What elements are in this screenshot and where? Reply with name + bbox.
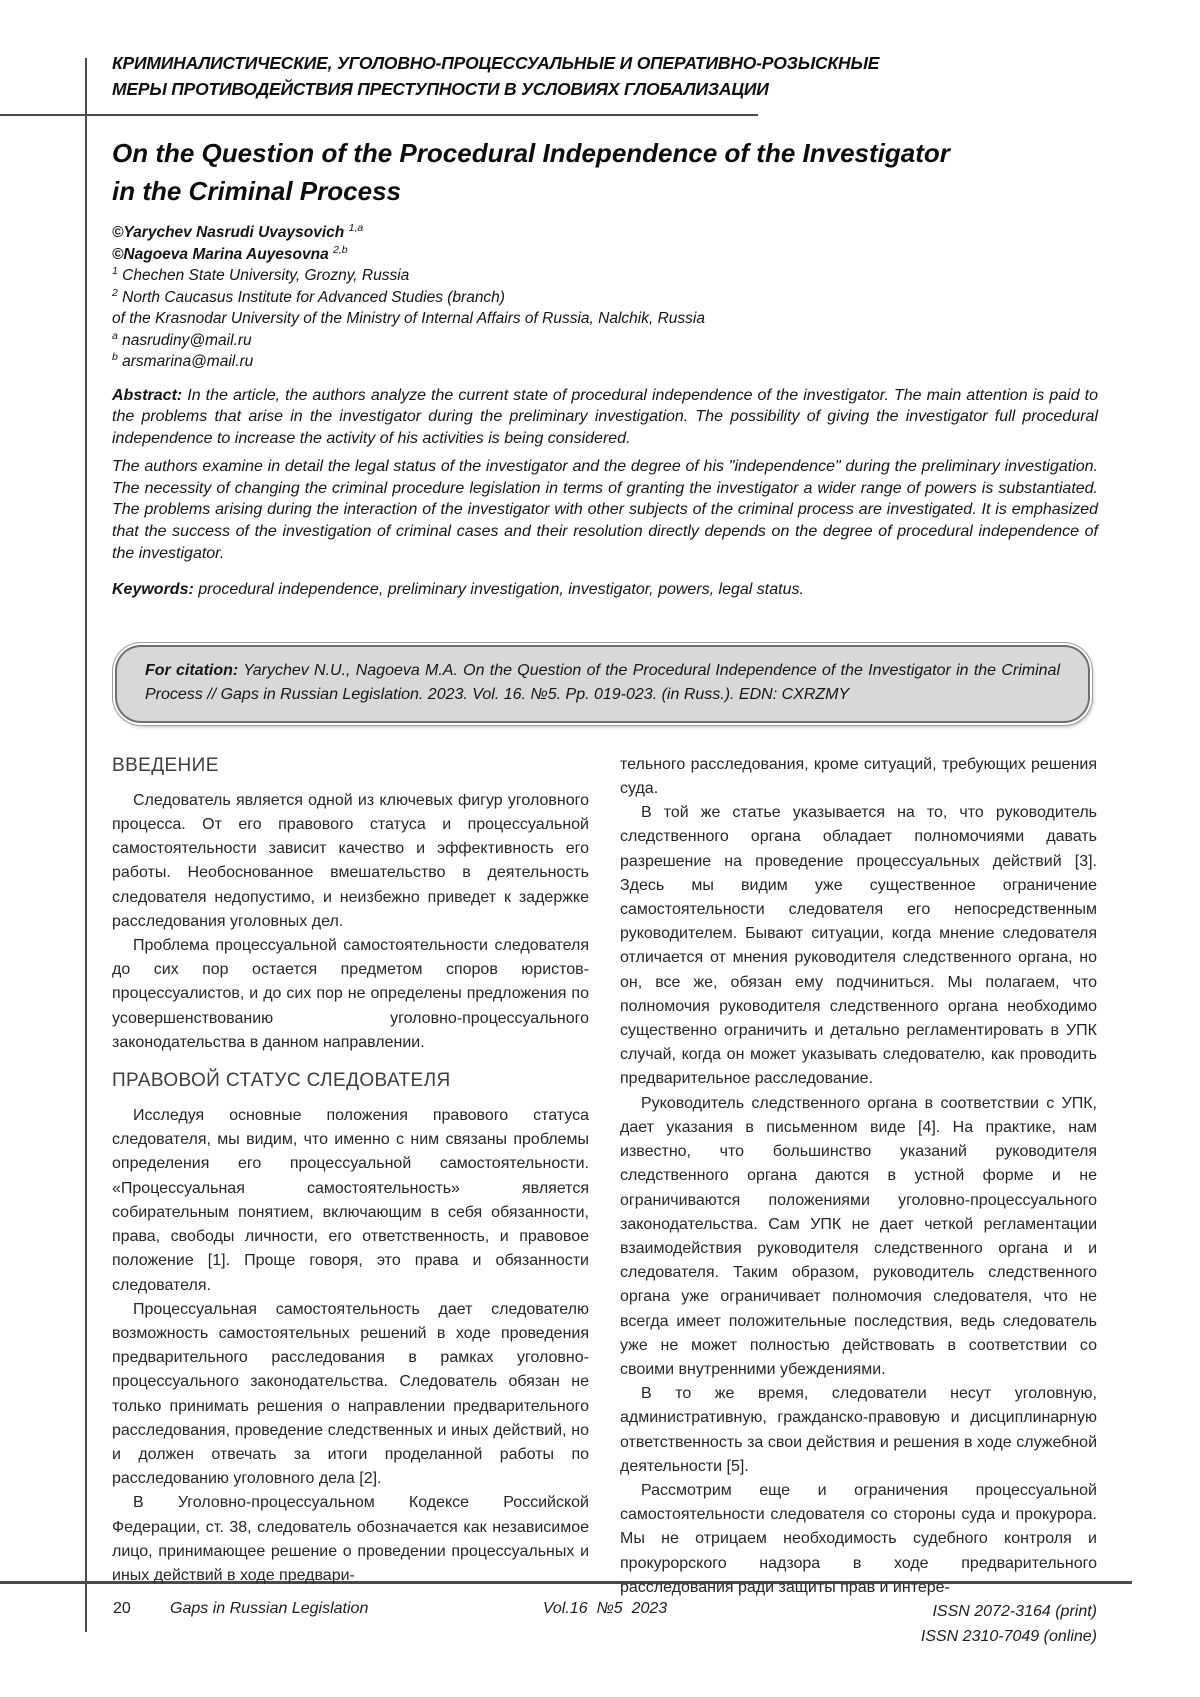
body-paragraph-continuation: тельного расследования, кроме ситуаций, требующих решения суда. xyxy=(620,755,1097,798)
section-heading-legal-status: ПРАВОВОЙ СТАТУС СЛЕДОВАТЕЛЯ xyxy=(112,1070,451,1092)
running-head-line1: КРИМИНАЛИСТИЧЕСКИЕ, УГОЛОВНО-ПРОЦЕССУАЛЬНЫЕ И ОПЕРАТИВНО-РОЗЫСКНЫЕ xyxy=(112,53,880,73)
body-paragraph: В Уголовно-процессуальном Кодексе Российской Федерации, ст. 38, следователь обозначается как независимое лицо, принимающее решение о проведении процессуальных и иных действий в ходе предвари- xyxy=(112,1494,589,1584)
left-margin-rule xyxy=(85,58,87,1632)
section-heading-introduction: ВВЕДЕНИЕ xyxy=(112,754,219,776)
article-title xyxy=(112,134,1098,210)
body-paragraph: Руководитель следственного органа в соответствии с УПК, дает указания в письменном виде [4]. На практике, нам известно, что большинство указаний руководителя следственного органа даются в устной форме и не ограничиваются положениями уголовно-процессуального законодательства. Сам УПК не дает четкой регламентации взаимодействия руководителя следственного органа и и следователя. Таким образом, руководитель следственного органа уже ограничивает полномочия следователя, что не всегда имеет положительные последствия, ведь следователь уже не может полностью действовать в соответствии со своими внутренними убеждениями. xyxy=(620,1094,1097,1378)
email-text: nasrudiny@mail.ru xyxy=(117,331,252,349)
affiliation-line xyxy=(112,265,1098,287)
email-line xyxy=(112,330,1098,352)
left-column xyxy=(112,753,589,1600)
email-text: arsmarina@mail.ru xyxy=(117,353,254,370)
footer-page-number: 20 xyxy=(113,1600,131,1617)
body-paragraph: Процессуальная самостоятельность дает следователю возможность самостоятельных решений в ходе проведения предварительного расследования в рамках уголовно-процессуального законодательства. Следователь обязан не только принимать решения о направлении предварительного расследования, проведение следственных и иных действий, но и должен отвечать за итоги проделанной работы по расследованию уголовного дела [2]. xyxy=(112,1300,589,1488)
abstract-paragraph-1 xyxy=(112,385,1098,450)
body-paragraph: Проблема процессуальной самостоятельности следователя до сих пор остается предметом споров юристов-процессуалистов, и до сих пор не определены предложения по усовершенствованию уголовно-процессуального законодательства в данном направлении. xyxy=(112,937,589,1051)
body-paragraph: Следователь является одной из ключевых фигур уголовного процесса. От его правового статуса и процессуальной самостоятельности зависит качество и эффективность его работы. Необоснованное вмешательство в деятельность следователя недопустимо, и неизбежно приведет к задержке расследования уголовных дел. xyxy=(112,791,589,930)
abstract-label: Abstract: xyxy=(112,386,183,404)
issn-print: ISSN 2072-3164 (print) xyxy=(932,1603,1097,1620)
body-paragraph: Рассмотрим еще и ограничения процессуальной самостоятельности следователя со стороны суда и прокурора. Мы не отрицаем необходимость судебного контроля и прокурорского надзора в ходе предварительного расследования ради защиты прав и интере- xyxy=(620,1481,1097,1596)
keywords-text: procedural independence, preliminary investigation, investigator, powers, legal status. xyxy=(193,581,804,599)
affiliation-text: Chechen State University, Grozny, Russia xyxy=(117,267,410,284)
author-affiliation-marker: 1,a xyxy=(348,221,364,234)
affiliation-marker: 2 xyxy=(112,286,118,299)
article-title-line2: in the Criminal Process xyxy=(112,176,401,206)
running-head xyxy=(112,50,1098,102)
authors-block xyxy=(112,222,1098,373)
author-affiliation-marker: 2,b xyxy=(333,243,348,256)
affiliation-text: North Caucasus Institute for Advanced Studies (branch) xyxy=(117,288,505,306)
body-paragraph: В той же статье указывается на то, что руководитель следственного органа обладает полномочиями давать разрешение на проведение процессуальных действий [3]. Здесь мы видим уже существенное ограничение самостоятельности следователя его непосредственным руководителем. Бывают ситуации, когда мнение следователя отличается от мнения руководителя следственного органа, но он, все же, обязан ему подчиниться. Мы полагаем, что полномочия руководителя следственного органа необходимо существенно ограничить и детально регламентировать в УПК случай, когда он может указывать следователю, как проводить предварительное расследование. xyxy=(620,804,1097,1088)
abstract xyxy=(112,385,1098,565)
footer-journal-title: Gaps in Russian Legislation xyxy=(170,1600,369,1617)
for-citation-box xyxy=(115,645,1090,723)
page-content xyxy=(112,50,1098,1600)
email-marker: a xyxy=(112,329,118,342)
abstract-paragraph-2: The authors examine in detail the legal status of the investigator and the degree of his "independence" during the preliminary investigation. The necessity of changing the criminal procedure legislation in terms of granting the investigator a wider range of powers is substantiated. The problems arising during the interaction of the investigator with other subjects of the criminal process are investigated. It is emphasized that the success of the investigation of criminal cases and their resolution directly depends on the degree of procedural independence of the investigator. xyxy=(112,458,1098,562)
author-line xyxy=(112,222,1098,244)
author-name: ©Yarychev Nasrudi Uvaysovich xyxy=(112,224,345,241)
email-marker: b xyxy=(112,350,118,363)
citation-label: For citation: xyxy=(145,661,239,679)
body-paragraph: Исследуя основные положения правового статуса следователя, мы видим, что именно с ним связаны проблемы определения его процессуальной самостоятельности. «Процессуальная самостоятельность» является собирательным понятием, включающим в себя обязанности, права, свободы личности, его ответственность, и правовое положение [1]. Проще говоря, это права и обязанности следователя. xyxy=(112,1107,589,1294)
author-name: ©Nagoeva Marina Auyesovna xyxy=(112,245,329,263)
article-title-line1: On the Question of the Procedural Independence of the Investigator xyxy=(112,138,950,168)
citation-text: Yarychev N.U., Nagoeva M.A. On the Question of the Procedural Independence of the Investigator in the Criminal Process // Gaps in Russian Legislation. 2023. Vol. 16. №5. Pp. 019-023. (in Russ.). EDN: CXRZMY xyxy=(145,661,1061,703)
article-body xyxy=(112,753,1098,1600)
keywords-line xyxy=(112,579,1098,601)
abstract-text-1: In the article, the authors analyze the current state of procedural independence of the investigator. The main attention is paid to the problems that arise in the investigator during the preliminary investigation. The possibility of giving the investigator full procedural independence to increase the activity of his activities is being considered. xyxy=(112,386,1098,447)
author-line xyxy=(112,244,1098,266)
right-column xyxy=(620,753,1097,1600)
affiliation-text: of the Krasnodar University of the Ministry of Internal Affairs of Russia, Nalchik, Russia xyxy=(112,310,705,327)
footer-issn xyxy=(921,1600,1097,1649)
footer-volume: Vol.16 №5 2023 xyxy=(542,1600,668,1617)
body-paragraph: В то же время, следователи несут уголовную, административную, гражданско-правовую и дисциплинарную ответственность за свои действия и решения в ходе служебной деятельности [5]. xyxy=(620,1385,1097,1475)
issn-online: ISSN 2310-7049 (online) xyxy=(920,1627,1097,1645)
email-line xyxy=(112,351,1098,373)
running-head-line2: МЕРЫ ПРОТИВОДЕЙСТВИЯ ПРЕСТУПНОСТИ В УСЛОВИЯХ ГЛОБАЛИЗАЦИИ xyxy=(112,79,769,99)
affiliation-marker: 1 xyxy=(112,264,118,277)
keywords-label: Keywords: xyxy=(112,581,194,599)
affiliation-line xyxy=(112,287,1098,309)
affiliation-line xyxy=(112,308,1098,330)
